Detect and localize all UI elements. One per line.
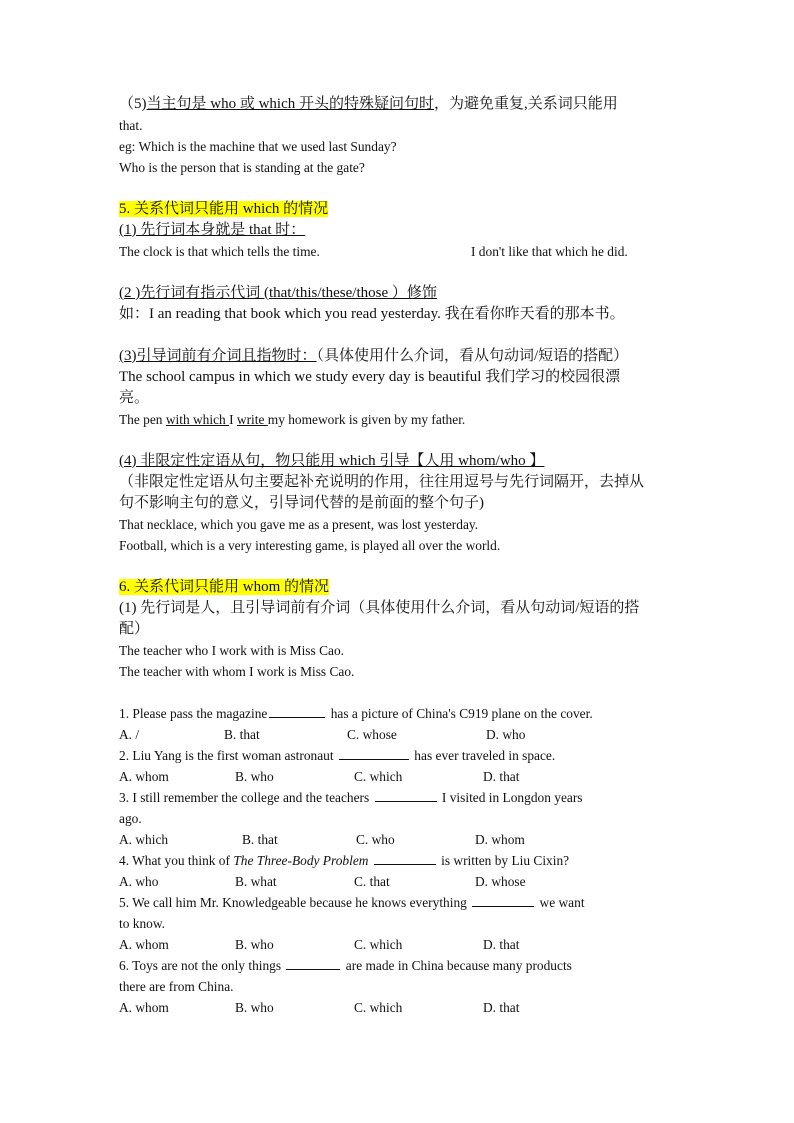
q2-stem-after: has ever traveled in space. [410,748,556,763]
q3-stem-before: 3. I still remember the college and the teachers [119,790,373,805]
q1-option-b[interactable]: B. that [224,727,260,742]
q2-option-d[interactable]: D. that [483,769,520,784]
section5-item4-note-1: （非限定性定语从句主要起补充说明的作用，往往用逗号与先行词隔开，去掉从 [119,474,645,490]
q1-option-d[interactable]: D. who [486,727,526,742]
rule5-underlined: 当主句是 who 或 which 开头的特殊疑问句时 [146,96,434,112]
question-6-stem-line2: there are from China. [119,979,234,994]
q4-stem-after: is written by Liu Cixin? [437,853,570,868]
section5-heading [119,199,674,220]
q2-option-b[interactable]: B. who [235,769,274,784]
q1-option-c[interactable]: C. whose [347,727,397,742]
ex2-part-c: my homework is given by my father. [267,412,466,427]
q5-option-d[interactable]: D. that [483,937,520,952]
question-3-stem [119,787,674,808]
q4-option-a[interactable]: A. who [119,874,159,889]
q4-answer-blank[interactable] [374,852,436,865]
section5-item2-heading [119,283,674,304]
q4-option-d[interactable]: D. whose [475,874,526,889]
q1-answer-blank[interactable] [269,705,325,718]
question-6-stem [119,955,674,976]
section6-heading [119,577,674,598]
section5-item3-example1-line1: The school campus in which we study every day is beautiful 我们学习的校园很漂 [119,369,621,385]
q2-option-c[interactable]: C. which [354,769,403,784]
question-3-options [119,829,674,850]
section5-item2-heading-text: (2 )先行词有指示代词 (that/this/these/those ）修饰 [119,285,437,301]
section5-item4-heading-text: (4) 非限定性定语从句，物只能用 which 引导【人用 whom/who 】 [119,453,545,469]
question-4-stem [119,850,674,871]
q3-stem-after: I visited in Longdon years [438,790,583,805]
section5-item4-heading [119,451,674,472]
q2-answer-blank[interactable] [339,747,409,760]
q4-stem-mid [368,853,371,868]
section5-item3-heading [119,346,674,367]
q3-option-d[interactable]: D. whom [475,832,525,847]
question-6-options [119,997,674,1018]
q4-option-b[interactable]: B. what [235,874,277,889]
section6-example-1: The teacher who I work with is Miss Cao. [119,643,344,658]
question-5-stem-line2: to know. [119,916,165,931]
q5-option-c[interactable]: C. which [354,937,403,952]
section6-item1-line2: 配） [119,621,150,637]
ex2-part-a: The pen [119,412,166,427]
q1-option-a[interactable]: A. / [119,727,140,742]
q6-option-a[interactable]: A. whom [119,1000,169,1015]
rule5-example-2: Who is the person that is standing at the gate? [119,160,365,175]
q5-answer-blank[interactable] [472,894,534,907]
rule5-suffix: ，为避免重复,关系词只能用 [434,96,618,112]
q5-option-b[interactable]: B. who [235,937,274,952]
section5-item3-heading-text: (3)引导词前有介词且指物时： [119,348,317,364]
q3-option-a[interactable]: A. which [119,832,169,847]
question-4-options [119,871,674,892]
section5-item1-heading [119,220,674,241]
rule5-line1 [119,94,674,115]
section5-item1-example-right: I don't like that which he did. [471,244,628,259]
question-2-options [119,766,674,787]
question-1-stem [119,703,674,724]
question-1-options [119,724,674,745]
section5-item3-note: （具体使用什么介词，看从句动词/短语的搭配） [316,348,629,364]
q2-stem-before: 2. Liu Yang is the first woman astronaut [119,748,337,763]
q3-answer-blank[interactable] [375,789,437,802]
q5-option-a[interactable]: A. whom [119,937,169,952]
ex2-underline-2: write [236,412,268,427]
q1-stem-after: has a picture of China's C919 plane on the cover. [327,706,593,721]
question-2-stem [119,745,674,766]
section5-item4-example-1: That necklace, which you gave me as a present, was lost yesterday. [119,517,479,532]
q2-option-a[interactable]: A. whom [119,769,169,784]
section6-item1-line1: (1) 先行词是人，且引导词前有介词（具体使用什么介词，看从句动词/短语的搭 [119,600,640,616]
section6-heading-text: 6. 关系代词只能用 whom 的情况 [119,579,330,595]
question-5-options [119,934,674,955]
q4-stem-before: 4. What you think of [119,853,234,868]
q1-stem-before: 1. Please pass the magazine [119,706,268,721]
q4-option-c[interactable]: C. that [354,874,390,889]
q3-option-c[interactable]: C. who [356,832,395,847]
section5-item2-example: 如：I an reading that book which you read yesterday. 我在看你昨天看的那本书。 [119,306,625,322]
rule5-prefix: （5) [119,96,147,112]
rule5-example-1: eg: Which is the machine that we used last Sunday? [119,139,397,154]
section5-item3-example1-line2: 亮。 [119,390,150,406]
section5-item1-example-left: The clock is that which tells the time. [119,244,320,259]
worksheet-page [119,94,674,1018]
section5-item4-note-2: 句不影响主句的意义，引导词代替的是前面的整个句子) [119,495,484,511]
section6-example-2: The teacher with whom I work is Miss Cao. [119,664,355,679]
q3-option-b[interactable]: B. that [242,832,278,847]
q6-option-d[interactable]: D. that [483,1000,520,1015]
ex2-part-b: I [229,412,237,427]
section5-item1-heading-text: (1) 先行词本身就是 that 时： [119,222,306,238]
section5-item1-examples [119,241,674,262]
question-5-stem [119,892,674,913]
q6-stem-after: are made in China because many products [342,958,572,973]
q6-option-c[interactable]: C. which [354,1000,403,1015]
q5-stem-before: 5. We call him Mr. Knowledgeable because he knows everything [119,895,471,910]
q6-answer-blank[interactable] [286,957,340,970]
q6-stem-before: 6. Toys are not the only things [119,958,285,973]
q6-option-b[interactable]: B. who [235,1000,274,1015]
q5-stem-after: we want [536,895,585,910]
section5-item4-example-2: Football, which is a very interesting game, is played all over the world. [119,538,501,553]
q4-book-title: The Three-Body Problem [233,853,369,868]
question-3-stem-line2: ago. [119,811,142,826]
section5-heading-text: 5. 关系代词只能用 which 的情况 [119,201,329,217]
rule5-line2: that. [119,118,143,133]
ex2-underline-1: with which [165,412,230,427]
section5-item3-example2 [119,409,674,430]
